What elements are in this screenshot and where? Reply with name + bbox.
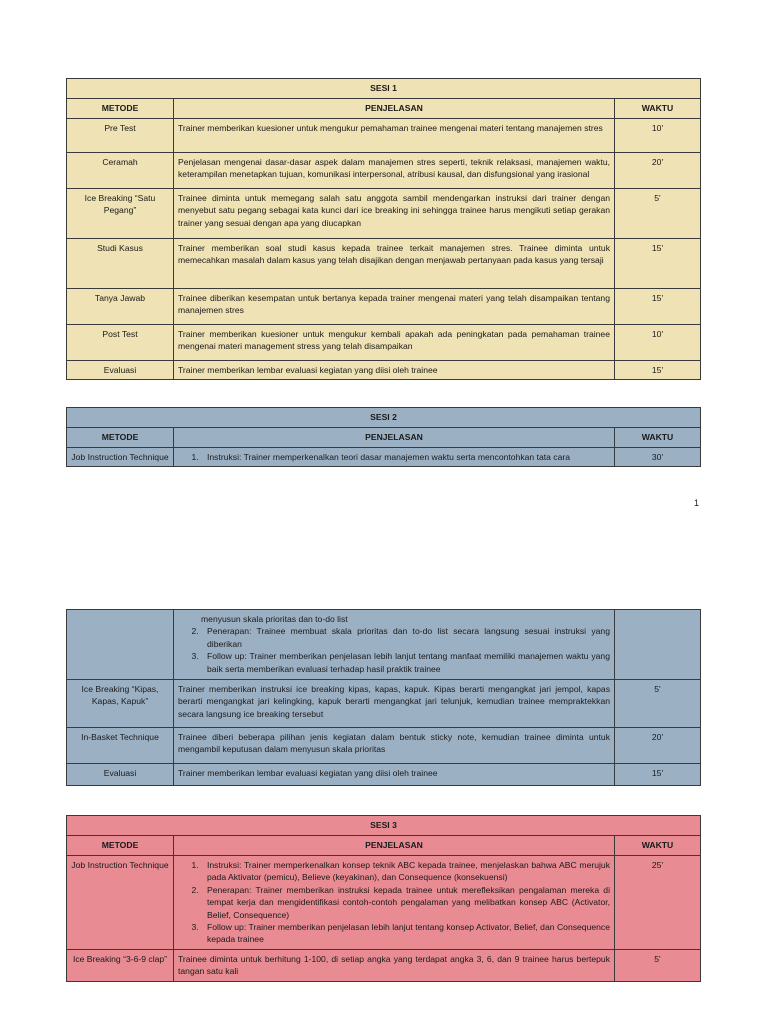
list-item: 3. Follow up: Trainer memberikan penjelasan lebih lanjut tentang manfaat memiliki manajemen waktu yang baik serta memberikan evaluasi terhadap hasil praktik trainee (201, 650, 610, 675)
header-waktu: WAKTU (615, 836, 701, 856)
header-waktu: WAKTU (615, 99, 701, 119)
sesi3-table (66, 815, 701, 982)
penjelasan-cell: Trainee diminta untuk memegang salah satu anggota sambil mendengarkan instruksi dari trainer dengan menyebut satu pegang sebagai kata kunci dari ice breaking ini sehingga trainee harus mengikuti setiap gerakan trainer yang sesuai dengan apa yang diucapkan (174, 189, 615, 239)
penjelasan-cell: Trainer memberikan lembar evaluasi kegiatan yang diisi oleh trainee (174, 764, 615, 786)
table-row (67, 361, 701, 380)
table-row (67, 728, 701, 764)
sesi2-continued-table (66, 609, 701, 786)
metode-cell: Ice Breaking “Kipas, Kapas, Kapuk” (67, 680, 174, 728)
list-item: 3. Follow up: Trainer memberikan penjelasan lebih lanjut tentang konsep Activator, Belief, dan Consequence kepada trainee (201, 921, 610, 946)
metode-cell: Evaluasi (67, 361, 174, 380)
metode-cell: Job Instruction Technique (67, 448, 174, 467)
table-row (67, 189, 701, 239)
table-row (67, 764, 701, 786)
header-metode: METODE (67, 99, 174, 119)
penjelasan-cell: Trainer memberikan lembar evaluasi kegiatan yang diisi oleh trainee (174, 361, 615, 380)
penjelasan-cell (174, 610, 615, 680)
penjelasan-cell: Trainer memberikan soal studi kasus kepada trainee terkait manajemen stres. Trainee diminta untuk memecahkan masalah dalam kasus yang telah disajikan dengan menjawab pertanyaan pada kasus yang tersaji (174, 239, 615, 289)
waktu-cell: 5' (615, 680, 701, 728)
waktu-cell: 30' (615, 448, 701, 467)
penjelasan-cell: Trainee diberikan kesempatan untuk bertanya kepada trainer mengenai materi yang telah disampaikan tentang manajemen stres (174, 289, 615, 325)
waktu-cell: 15' (615, 361, 701, 380)
penjelasan-cell: Trainee diberi beberapa pilihan jenis kegiatan dalam bentuk sticky note, kemudian trainee diminta untuk mengambil keputusan dalam menyusun skala prioritas (174, 728, 615, 764)
sesi2-table (66, 407, 701, 467)
metode-cell: Post Test (67, 325, 174, 361)
waktu-cell: 10' (615, 119, 701, 153)
table-row (67, 289, 701, 325)
header-penjelasan: PENJELASAN (174, 99, 615, 119)
steps-list (178, 625, 610, 675)
sesi1-table (66, 78, 701, 380)
table-row (67, 610, 701, 680)
metode-cell: Job Instruction Technique (67, 856, 174, 950)
table-row (67, 856, 701, 950)
metode-cell: Ice Breaking “3-6-9 clap” (67, 949, 174, 981)
waktu-cell (615, 610, 701, 680)
metode-cell: Studi Kasus (67, 239, 174, 289)
page-number: 1 (694, 498, 700, 508)
header-metode: METODE (67, 836, 174, 856)
metode-cell: Ceramah (67, 153, 174, 189)
waktu-cell: 20' (615, 728, 701, 764)
table-row (67, 119, 701, 153)
penjelasan-cell: Trainer memberikan instruksi ice breaking kipas, kapas, kapuk. Kipas berarti mengangkat jari jempol, kapas berarti mengangkat jari kelingking, kapuk berarti mengangkat jari telunjuk, kemudian trainee mempraktekkan secara langsung ice breaking tersebut (174, 680, 615, 728)
waktu-cell: 15' (615, 764, 701, 786)
steps-list (178, 451, 610, 463)
sesi3-title: SESI 3 (67, 816, 701, 836)
table-row (67, 325, 701, 361)
header-penjelasan: PENJELASAN (174, 836, 615, 856)
list-item: 2. Penerapan: Trainee membuat skala prioritas dan to-do list secara langsung sesuai instruksi yang diberikan (201, 625, 610, 650)
table-row (67, 448, 701, 467)
penjelasan-cell: Trainer memberikan kuesioner untuk mengukur pemahaman trainee mengenai materi tentang manajemen stres (174, 119, 615, 153)
metode-cell: Evaluasi (67, 764, 174, 786)
header-penjelasan: PENJELASAN (174, 428, 615, 448)
header-metode: METODE (67, 428, 174, 448)
list-item: 2. Penerapan: Trainer memberikan instruksi kepada trainee untuk merefleksikan pengalaman mereka di tempat kerja dan mengidentifikasi contoh-contoh pengalaman yang melibatkan konsep ABC (Activator, Belief, Consequence) (201, 884, 610, 921)
penjelasan-cell: Trainee diminta untuk berhitung 1-100, di setiap angka yang terdapat angka 3, 6, dan 9 trainee harus bertepuk tangan satu kali (174, 949, 615, 981)
table-row (67, 153, 701, 189)
waktu-cell: 25' (615, 856, 701, 950)
penjelasan-cell: Trainer memberikan kuesioner untuk mengukur kembali apakah ada peningkatan pada pemahaman trainee mengenai materi management stress yang telah disampaikan (174, 325, 615, 361)
sesi1-title: SESI 1 (67, 79, 701, 99)
table-row (67, 239, 701, 289)
metode-cell (67, 610, 174, 680)
list-item: 1. Instruksi: Trainer memperkenalkan konsep teknik ABC kepada trainee, menjelaskan bahwa ABC merujuk pada Aktivator (pemicu), Believe (keyakinan), dan Consequence (konsekuensi) (201, 859, 610, 884)
waktu-cell: 20' (615, 153, 701, 189)
metode-cell: In-Basket Technique (67, 728, 174, 764)
waktu-cell: 5' (615, 949, 701, 981)
sesi2-title: SESI 2 (67, 408, 701, 428)
waktu-cell: 15' (615, 239, 701, 289)
metode-cell: Ice Breaking “Satu Pegang” (67, 189, 174, 239)
waktu-cell: 15' (615, 289, 701, 325)
steps-list (178, 859, 610, 946)
penjelasan-cell (174, 856, 615, 950)
metode-cell: Pre Test (67, 119, 174, 153)
waktu-cell: 5' (615, 189, 701, 239)
table-row (67, 680, 701, 728)
waktu-cell: 10' (615, 325, 701, 361)
metode-cell: Tanya Jawab (67, 289, 174, 325)
table-row (67, 949, 701, 981)
continuation-text: menyusun skala prioritas dan to-do list (201, 614, 348, 624)
header-waktu: WAKTU (615, 428, 701, 448)
penjelasan-cell: Penjelasan mengenai dasar-dasar aspek dalam manajemen stres seperti, teknik relaksasi, manajemen waktu, keterampilan menetapkan tujuan, komunikasi interpersonal, atribusi kausal, dan disfungsional yang irasional (174, 153, 615, 189)
list-item: 1. Instruksi: Trainer memperkenalkan teori dasar manajemen waktu serta mencontohkan tata cara (201, 451, 610, 463)
penjelasan-cell (174, 448, 615, 467)
